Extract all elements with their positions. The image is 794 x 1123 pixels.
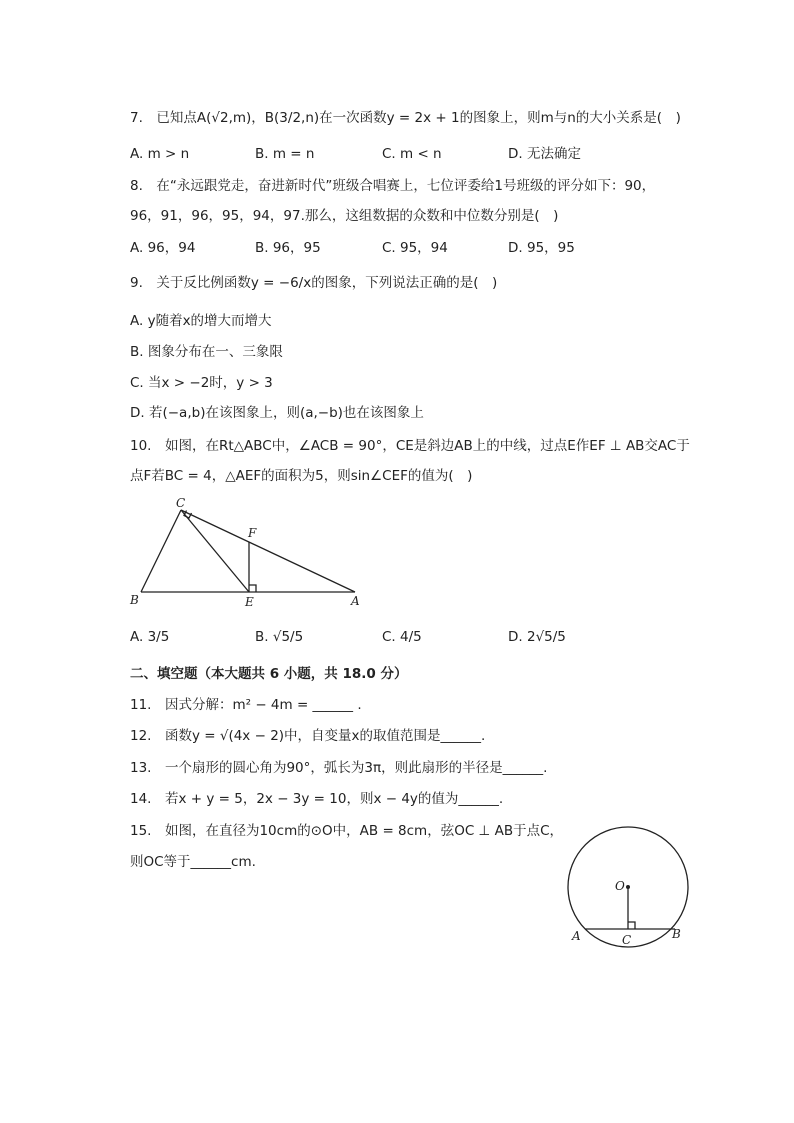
label-c: C: [622, 933, 632, 947]
q13-stem: 13. 一个扇形的圆心角为90°，弧长为3π，则此扇形的半径是______.: [130, 760, 548, 776]
q8-stem-line2: 96，91，96，95，94，97.那么，这组数据的众数和中位数分别是( ): [130, 208, 559, 224]
q9-option-a: A. y随着x的增大而增大: [130, 313, 272, 329]
segment-ca: [181, 510, 355, 592]
q10-stem-line2: 点F若BC = 4，△AEF的面积为5，则sin∠CEF的值为( ): [130, 468, 473, 484]
q8-option-d: D. 95，95: [508, 240, 575, 256]
q10-option-b: B. √5/5: [255, 629, 304, 645]
label-b: B: [130, 593, 139, 607]
q10-stem-line1: 10. 如图，在Rt△ABC中，∠ACB = 90°，CE是斜边AB上的中线，过点E作EF ⊥ AB交AC于: [130, 438, 690, 454]
label-f: F: [248, 526, 257, 540]
q9-option-b: B. 图象分布在一、三象限: [130, 344, 283, 360]
q8-option-a: A. 96，94: [130, 240, 196, 256]
label-o: O: [615, 879, 625, 893]
q7-stem: 7. 已知点A(√2,m)，B(3/2,n)在一次函数y = 2x + 1的图象上，则m与n的大小关系是( ): [130, 110, 681, 126]
label-c: C: [176, 496, 186, 510]
q10-option-d: D. 2√5/5: [508, 629, 566, 645]
q8-option-b: B. 96，95: [255, 240, 321, 256]
q14-stem: 14. 若x + y = 5，2x − 3y = 10，则x − 4y的值为______.: [130, 791, 504, 807]
q8-stem-line1: 8. 在“永远跟党走，奋进新时代”班级合唱赛上，七位评委给1号班级的评分如下：90，: [130, 178, 656, 194]
section-heading: 二、填空题（本大题共 6 小题，共 18.0 分）: [130, 666, 408, 682]
q10-option-a: A. 3/5: [130, 629, 170, 645]
label-b: B: [672, 927, 681, 941]
q15-stem-line2: 则OC等于______cm.: [130, 854, 256, 870]
q7-option-b: B. m = n: [255, 146, 315, 162]
q15-circle-figure: [560, 820, 700, 950]
q8-option-c: C. 95，94: [382, 240, 448, 256]
label-e: E: [245, 595, 254, 609]
label-a: A: [572, 929, 581, 943]
q10-triangle-figure: [128, 494, 368, 614]
right-angle-mark-c: [628, 922, 635, 929]
q7-option-a: A. m > n: [130, 146, 190, 162]
q11-stem: 11. 因式分解：m² − 4m = ______ .: [130, 697, 362, 713]
q10-option-c: C. 4/5: [382, 629, 422, 645]
q7-option-d: D. 无法确定: [508, 146, 581, 162]
q9-stem: 9. 关于反比例函数y = −6/x的图象，下列说法正确的是( ): [130, 275, 498, 291]
right-angle-mark-e: [249, 585, 256, 592]
q12-stem: 12. 函数y = √(4x − 2)中，自变量x的取值范围是______.: [130, 728, 486, 744]
q15-stem-line1: 15. 如图，在直径为10cm的⊙O中，AB = 8cm，弦OC ⊥ AB于点C，: [130, 823, 564, 839]
segment-bc: [141, 510, 181, 592]
q7-option-c: C. m < n: [382, 146, 442, 162]
center-dot: [626, 885, 630, 889]
q9-option-c: C. 当x > −2时，y > 3: [130, 375, 273, 391]
segment-ce: [181, 510, 249, 592]
q9-option-d: D. 若(−a,b)在该图象上，则(a,−b)也在该图象上: [130, 405, 424, 421]
label-a: A: [351, 594, 360, 608]
